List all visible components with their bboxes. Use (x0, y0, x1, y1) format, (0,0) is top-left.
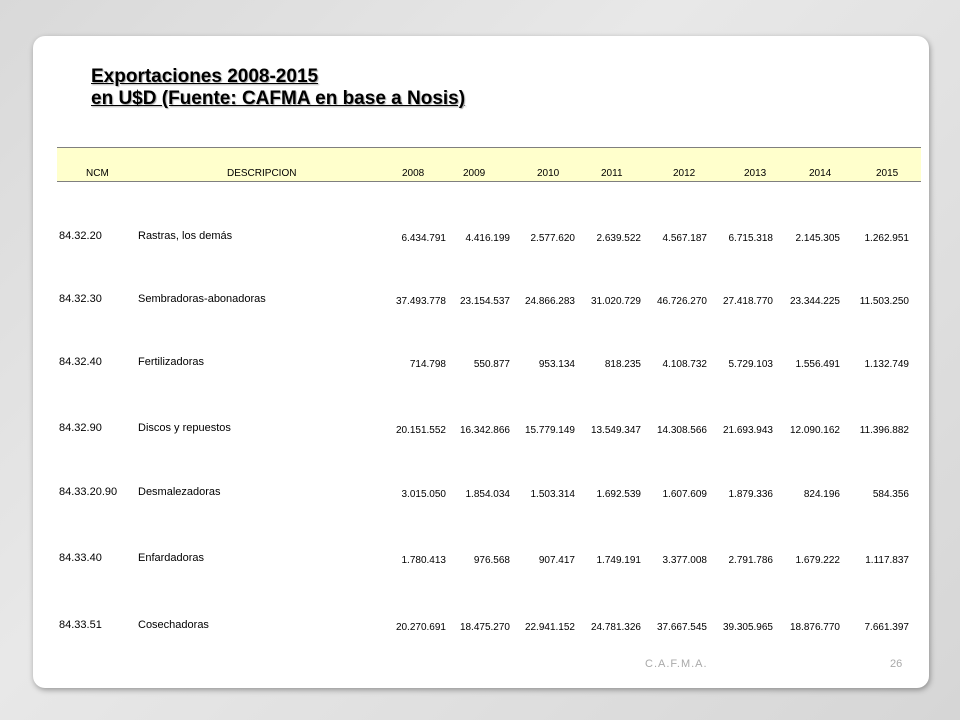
header-descripcion: DESCRIPCION (227, 168, 297, 179)
table-row (57, 486, 921, 506)
value-cell: 1.780.413 (401, 555, 446, 566)
value-cell: 5.729.103 (728, 359, 773, 370)
footer-page-number: 26 (890, 658, 903, 670)
value-cell: 22.941.152 (524, 622, 575, 633)
value-cell: 1.879.336 (728, 489, 773, 500)
value-cell: 1.503.314 (530, 489, 575, 500)
value-cell: 18.475.270 (459, 622, 510, 633)
value-cell: 21.693.943 (722, 425, 773, 436)
value-cell: 13.549.347 (590, 425, 641, 436)
value-cell: 14.308.566 (656, 425, 707, 436)
value-cell: 31.020.729 (590, 296, 641, 307)
value-cell: 20.270.691 (395, 622, 446, 633)
description: Desmalezadoras (138, 486, 221, 498)
value-cell: 6.434.791 (401, 233, 446, 244)
ncm-code: 84.33.40 (59, 552, 102, 564)
title-line-1: Exportaciones 2008-2015 (91, 66, 319, 87)
value-cell: 2.639.522 (596, 233, 641, 244)
value-cell: 3.015.050 (401, 489, 446, 500)
description: Rastras, los demás (138, 230, 233, 242)
value-cell: 15.779.149 (524, 425, 575, 436)
value-cell: 11.396.882 (859, 425, 909, 436)
value-cell: 550.877 (473, 359, 510, 370)
ncm-code: 84.32.40 (59, 356, 102, 368)
value-cell: 1.854.034 (465, 489, 510, 500)
value-cell: 18.876.770 (789, 622, 840, 633)
value-cell: 714.798 (409, 359, 446, 370)
table-row (57, 619, 921, 639)
value-cell: 4.108.732 (662, 359, 707, 370)
value-cell: 27.418.770 (722, 296, 773, 307)
footer-org: C.A.F.M.A. (645, 658, 708, 670)
header-2014: 2014 (809, 168, 832, 179)
value-cell: 11.503.250 (859, 296, 909, 307)
value-cell: 20.151.552 (395, 425, 446, 436)
header-2011: 2011 (601, 168, 623, 179)
description: Discos y repuestos (138, 422, 231, 434)
header-2012: 2012 (673, 168, 696, 179)
value-cell: 953.134 (538, 359, 575, 370)
value-cell: 1.262.951 (864, 233, 909, 244)
ncm-code: 84.32.90 (59, 422, 102, 434)
value-cell: 1.749.191 (596, 555, 641, 566)
header-ncm: NCM (86, 168, 109, 179)
value-cell: 4.567.187 (662, 233, 707, 244)
value-cell: 6.715.318 (728, 233, 773, 244)
ncm-code: 84.32.30 (59, 293, 102, 305)
description: Fertilizadoras (138, 356, 205, 368)
value-cell: 4.416.199 (465, 233, 510, 244)
value-cell: 824.196 (803, 489, 840, 500)
table-row (57, 422, 921, 442)
header-2013: 2013 (744, 168, 767, 179)
value-cell: 7.661.397 (864, 622, 909, 633)
value-cell: 1.117.837 (865, 555, 909, 566)
value-cell: 1.132.749 (864, 359, 909, 370)
value-cell: 23.154.537 (459, 296, 510, 307)
ncm-code: 84.32.20 (59, 230, 102, 242)
ncm-code: 84.33.51 (59, 619, 102, 631)
value-cell: 24.781.326 (590, 622, 641, 633)
slide (33, 36, 929, 688)
header-2010: 2010 (537, 168, 560, 179)
value-cell: 907.417 (538, 555, 575, 566)
value-cell: 1.679.222 (795, 555, 840, 566)
value-cell: 37.493.778 (395, 296, 446, 307)
table-row (57, 552, 921, 572)
value-cell: 1.692.539 (596, 489, 641, 500)
value-cell: 37.667.545 (656, 622, 707, 633)
header-2015: 2015 (876, 168, 899, 179)
value-cell: 2.145.305 (795, 233, 840, 244)
table-row (57, 293, 921, 313)
value-cell: 46.726.270 (656, 296, 707, 307)
slide-title (91, 66, 465, 110)
value-cell: 1.556.491 (795, 359, 840, 370)
value-cell: 584.356 (872, 489, 909, 500)
header-2009: 2009 (463, 168, 486, 179)
header-2008: 2008 (402, 168, 425, 179)
value-cell: 1.607.609 (662, 489, 707, 500)
value-cell: 16.342.866 (459, 425, 510, 436)
description: Cosechadoras (138, 619, 209, 631)
ncm-code: 84.33.20.90 (59, 486, 118, 498)
value-cell: 976.568 (473, 555, 510, 566)
value-cell: 23.344.225 (789, 296, 840, 307)
value-cell: 818.235 (604, 359, 641, 370)
value-cell: 24.866.283 (524, 296, 575, 307)
description: Enfardadoras (138, 552, 205, 564)
table-row (57, 356, 921, 376)
value-cell: 12.090.162 (789, 425, 840, 436)
value-cell: 2.791.786 (728, 555, 773, 566)
value-cell: 39.305.965 (722, 622, 773, 633)
table-row (57, 230, 921, 250)
value-cell: 2.577.620 (530, 233, 575, 244)
title-line-2: en U$D (Fuente: CAFMA en base a Nosis) (91, 88, 466, 109)
table-header (57, 147, 921, 182)
value-cell: 3.377.008 (662, 555, 707, 566)
description: Sembradoras-abonadoras (138, 293, 266, 305)
